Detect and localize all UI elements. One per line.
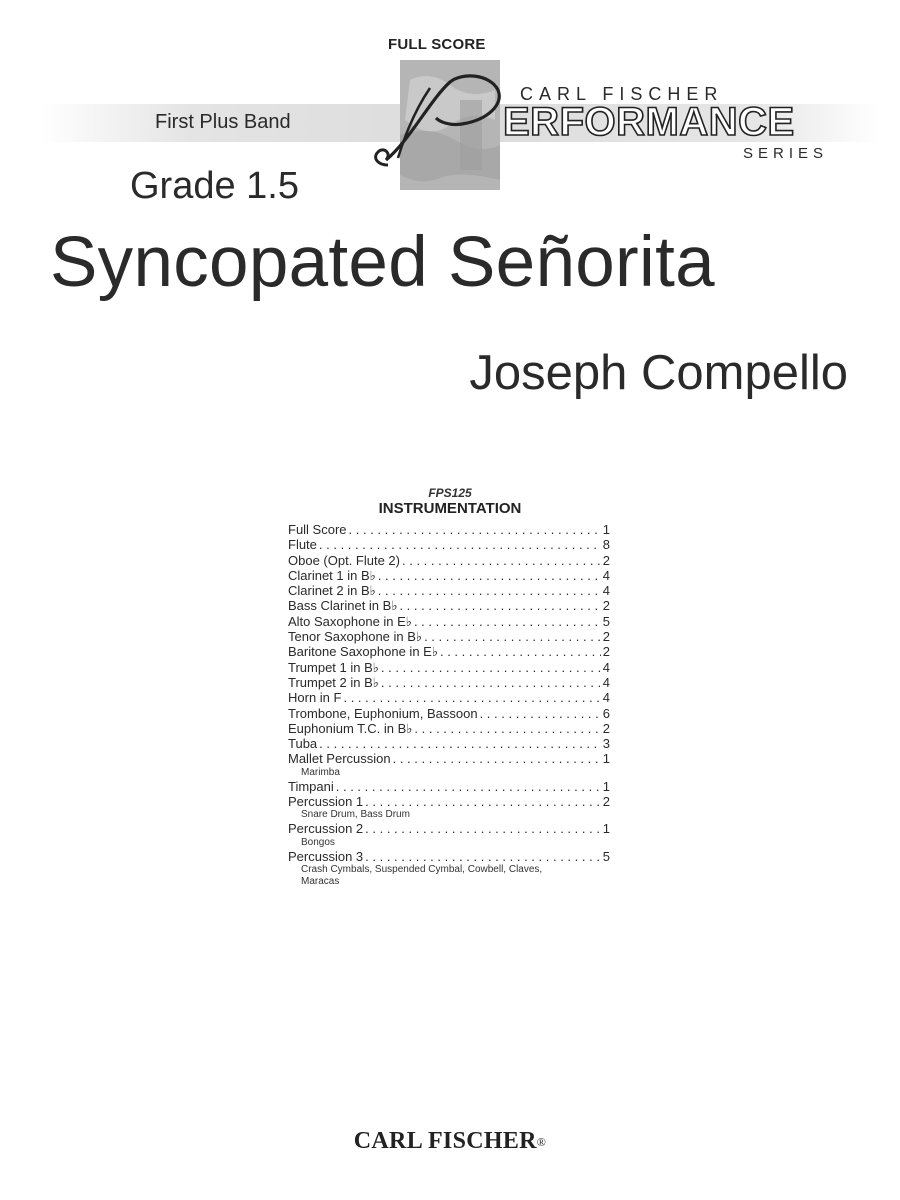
instrument-row	[288, 568, 610, 583]
instrument-row	[288, 721, 610, 736]
instrument-name: Full Score	[288, 522, 347, 537]
instrument-count: 3	[602, 736, 610, 752]
instrument-name: Euphonium T.C. in B♭	[288, 720, 413, 736]
leader-dots	[336, 779, 601, 794]
instrument-row	[288, 675, 610, 690]
instrumentation-list	[288, 522, 610, 888]
instrument-count: 2	[602, 598, 610, 614]
page-title: Syncopated Señorita	[50, 223, 715, 302]
instrument-row	[288, 644, 610, 659]
instrument-name: Clarinet 2 in B♭	[288, 583, 376, 599]
logo-script-p	[370, 70, 510, 175]
instrument-note: Snare Drum, Bass Drum	[301, 809, 410, 821]
instrument-count: 4	[602, 690, 610, 706]
leader-dots	[349, 522, 601, 537]
leader-dots	[378, 583, 601, 598]
instrument-count: 8	[602, 537, 610, 553]
instrument-name: Baritone Saxophone in E♭	[288, 644, 438, 660]
instrument-row	[288, 553, 610, 568]
instrument-row	[288, 598, 610, 613]
brand-top: CARL FISCHER	[520, 84, 724, 104]
instrument-name: Trumpet 2 in B♭	[288, 674, 379, 690]
instrument-name: Timpani	[288, 778, 334, 794]
full-score-label: FULL SCORE	[388, 36, 486, 53]
instrument-name: Trumpet 1 in B♭	[288, 659, 379, 675]
leader-dots	[440, 644, 601, 659]
brand-bottom: SERIES	[743, 145, 829, 162]
instrument-count: 6	[602, 705, 610, 721]
publisher-name: CARL FISCHER	[353, 1128, 537, 1154]
instrument-name: Mallet Percussion	[288, 751, 391, 767]
instrument-name: Percussion 1	[288, 794, 364, 810]
instrument-row	[288, 614, 610, 629]
leader-dots	[381, 660, 601, 675]
instrument-row	[288, 629, 610, 644]
composer: Joseph Compello	[469, 346, 848, 400]
instrument-count: 4	[602, 583, 610, 599]
leader-dots	[319, 736, 601, 751]
leader-dots	[414, 614, 601, 629]
leader-dots	[414, 721, 600, 736]
instrument-count: 2	[602, 794, 610, 810]
instrument-row	[288, 522, 610, 537]
instrument-name: Bass Clarinet in B♭	[288, 598, 398, 614]
leader-dots	[343, 690, 600, 705]
catalog-code: FPS125	[428, 486, 472, 500]
grade: Grade 1.5	[130, 165, 299, 207]
instrument-count: 2	[602, 644, 610, 660]
publisher-logo	[0, 1128, 900, 1155]
instrument-count: 5	[602, 848, 610, 864]
instrument-row	[288, 849, 610, 864]
instrument-count: 2	[602, 629, 610, 645]
instrument-name: Flute	[288, 537, 317, 553]
instrumentation-heading: INSTRUMENTATION	[378, 500, 522, 517]
leader-dots	[424, 629, 601, 644]
instrument-row	[288, 583, 610, 598]
instrument-name: Tuba	[288, 736, 318, 752]
instrument-name: Percussion 3	[288, 848, 364, 864]
series-label: First Plus Band	[155, 111, 291, 133]
instrument-row	[288, 794, 610, 809]
leader-dots	[399, 598, 600, 613]
instrument-name: Tenor Saxophone in B♭	[288, 629, 423, 645]
brand-main: ERFORMANCE	[503, 100, 795, 144]
instrument-name: Oboe (Opt. Flute 2)	[288, 552, 400, 568]
instrument-name: Percussion 2	[288, 821, 364, 837]
leader-dots	[378, 568, 601, 583]
instrument-name: Horn in F	[288, 690, 342, 706]
instrument-row	[288, 706, 610, 721]
instrument-row	[288, 751, 610, 766]
instrument-row	[288, 736, 610, 751]
instrument-row	[288, 660, 610, 675]
instrument-count: 2	[602, 720, 610, 736]
instrument-row	[288, 821, 610, 836]
leader-dots	[381, 675, 601, 690]
instrument-count: 5	[602, 613, 610, 629]
leader-dots	[393, 751, 601, 766]
registered-mark: ®	[536, 1135, 547, 1149]
instrument-name: Trombone, Euphonium, Bassoon	[288, 705, 478, 721]
instrument-name: Alto Saxophone in E♭	[288, 613, 412, 629]
instrument-row	[288, 779, 610, 794]
instrument-count: 2	[602, 552, 610, 568]
leader-dots	[480, 706, 601, 721]
instrument-note: Marimba	[301, 766, 340, 778]
instrument-count: 1	[602, 522, 610, 537]
instrument-count: 1	[602, 751, 610, 767]
instrument-count: 4	[602, 659, 610, 675]
leader-dots	[402, 553, 601, 568]
leader-dots	[365, 794, 601, 809]
instrument-name: Clarinet 1 in B♭	[288, 567, 376, 583]
instrument-row	[288, 690, 610, 705]
leader-dots	[365, 849, 601, 864]
instrument-note: Crash Cymbals, Suspended Cymbal, Cowbell, Claves, Maracas	[301, 863, 543, 887]
leader-dots	[319, 537, 601, 552]
instrument-row	[288, 537, 610, 552]
instrument-note: Bongos	[301, 836, 335, 848]
instrument-count: 4	[602, 674, 610, 690]
instrument-count: 4	[602, 567, 610, 583]
leader-dots	[365, 821, 601, 836]
instrument-count: 1	[602, 821, 610, 837]
instrument-count: 1	[602, 778, 610, 794]
